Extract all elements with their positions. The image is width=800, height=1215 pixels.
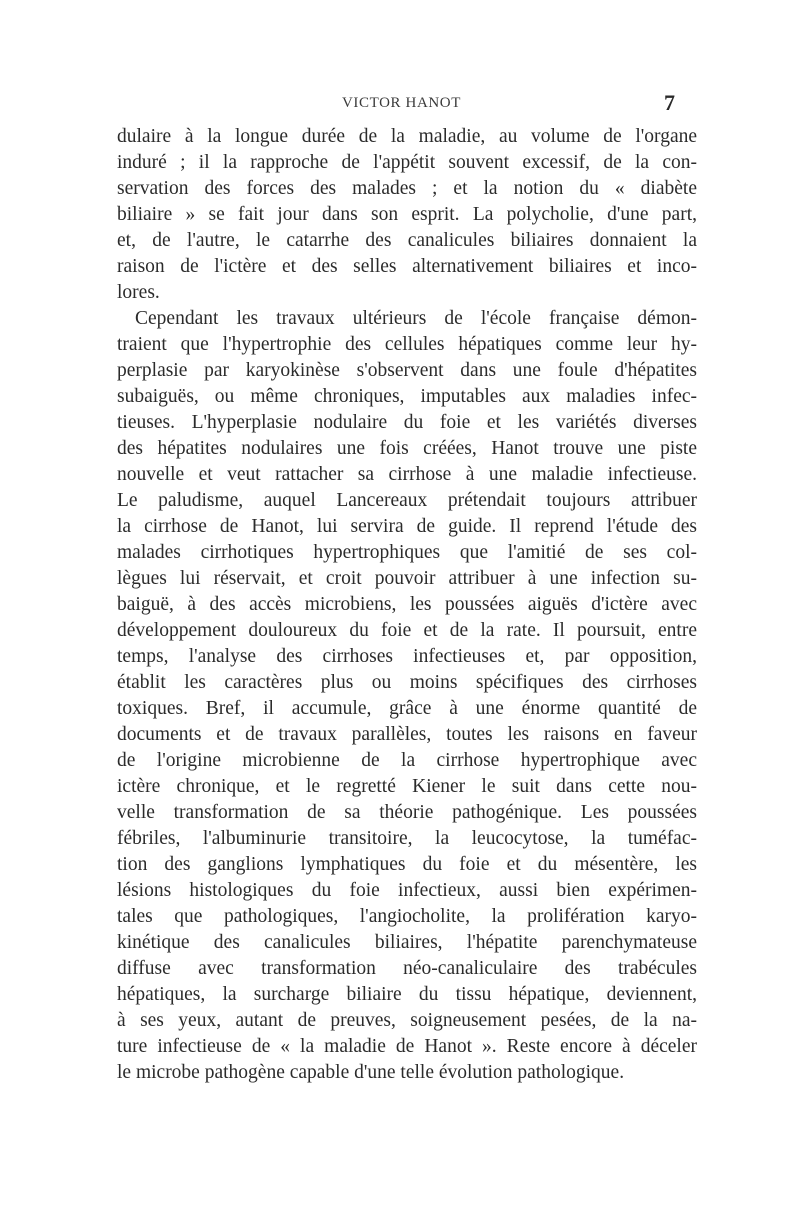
- text-line: raison de l'ictère et des selles alternativement biliaires et inco-: [117, 256, 697, 277]
- text-line: Le paludisme, auquel Lancereaux prétendait toujours attribuer: [117, 490, 697, 511]
- header-title: VICTOR HANOT: [342, 95, 462, 111]
- text-line: subaiguës, ou même chroniques, imputables aux maladies infec-: [117, 386, 697, 407]
- paragraph-1: [117, 124, 697, 306]
- text-line: fébriles, l'albuminurie transitoire, la leucocytose, la tuméfac-: [117, 828, 697, 849]
- text-line: servation des forces des malades ; et la notion du « diabète: [117, 178, 697, 199]
- text-line: le microbe pathogène capable d'une telle évolution pathologique.: [117, 1062, 625, 1083]
- text-line: biliaire » se fait jour dans son esprit. La polycholie, d'une part,: [117, 204, 697, 225]
- paragraph-2: [117, 306, 697, 1086]
- text-line: des hépatites nodulaires une fois créées, Hanot trouve une piste: [117, 438, 697, 459]
- text-line: documents et de travaux parallèles, toutes les raisons en faveur: [117, 724, 697, 745]
- text-line: traient que l'hypertrophie des cellules hépatiques comme leur hy-: [117, 334, 697, 355]
- text-line: de l'origine microbienne de la cirrhose hypertrophique avec: [117, 750, 697, 771]
- text-line: Cependant les travaux ultérieurs de l'école française démon-: [135, 308, 697, 329]
- text-line: temps, l'analyse des cirrhoses infectieuses et, par opposition,: [117, 646, 697, 667]
- text-line: lores.: [117, 282, 160, 303]
- text-line: baiguë, à des accès microbiens, les poussées aiguës d'ictère avec: [117, 594, 697, 615]
- text-line: malades cirrhotiques hypertrophiques que l'amitié de ses col-: [117, 542, 697, 563]
- text-line: lésions histologiques du foie infectieux, aussi bien expérimen-: [117, 880, 697, 901]
- text-line: tieuses. L'hyperplasie nodulaire du foie et les variétés diverses: [117, 412, 697, 433]
- running-header: [0, 90, 800, 117]
- text-line: dulaire à la longue durée de la maladie, au volume de l'organe: [117, 126, 697, 147]
- text-line: nouvelle et veut rattacher sa cirrhose à une maladie infectieuse.: [117, 464, 697, 485]
- text-line: développement douloureux du foie et de la rate. Il poursuit, entre: [117, 620, 697, 641]
- text-line: lègues lui réservait, et croit pouvoir attribuer à une infection su-: [117, 568, 697, 589]
- text-line: tion des ganglions lymphatiques du foie et du mésentère, les: [117, 854, 697, 875]
- text-line: tales que pathologiques, l'angiocholite, la prolifération karyo-: [117, 906, 697, 927]
- text-line: diffuse avec transformation néo-canaliculaire des trabécules: [117, 958, 697, 979]
- text-line: kinétique des canalicules biliaires, l'hépatite parenchymateuse: [117, 932, 697, 953]
- page-number: 7: [664, 90, 675, 115]
- text-line: ictère chronique, et le regretté Kiener le suit dans cette nou-: [117, 776, 697, 797]
- text-line: induré ; il la rapproche de l'appétit souvent excessif, de la con-: [117, 152, 697, 173]
- text-line: toxiques. Bref, il accumule, grâce à une énorme quantité de: [117, 698, 697, 719]
- text-line: velle transformation de sa théorie pathogénique. Les poussées: [117, 802, 697, 823]
- body-text: [117, 124, 697, 1086]
- text-line: à ses yeux, autant de preuves, soigneusement pesées, de la na-: [117, 1010, 697, 1031]
- text-line: ture infectieuse de « la maladie de Hanot ». Reste encore à déceler: [117, 1036, 697, 1057]
- text-line: et, de l'autre, le catarrhe des canalicules biliaires donnaient la: [117, 230, 697, 251]
- text-line: perplasie par karyokinèse s'observent dans une foule d'hépatites: [117, 360, 697, 381]
- text-line: établit les caractères plus ou moins spécifiques des cirrhoses: [117, 672, 697, 693]
- text-line: la cirrhose de Hanot, lui servira de guide. Il reprend l'étude des: [117, 516, 697, 537]
- text-line: hépatiques, la surcharge biliaire du tissu hépatique, deviennent,: [117, 984, 697, 1005]
